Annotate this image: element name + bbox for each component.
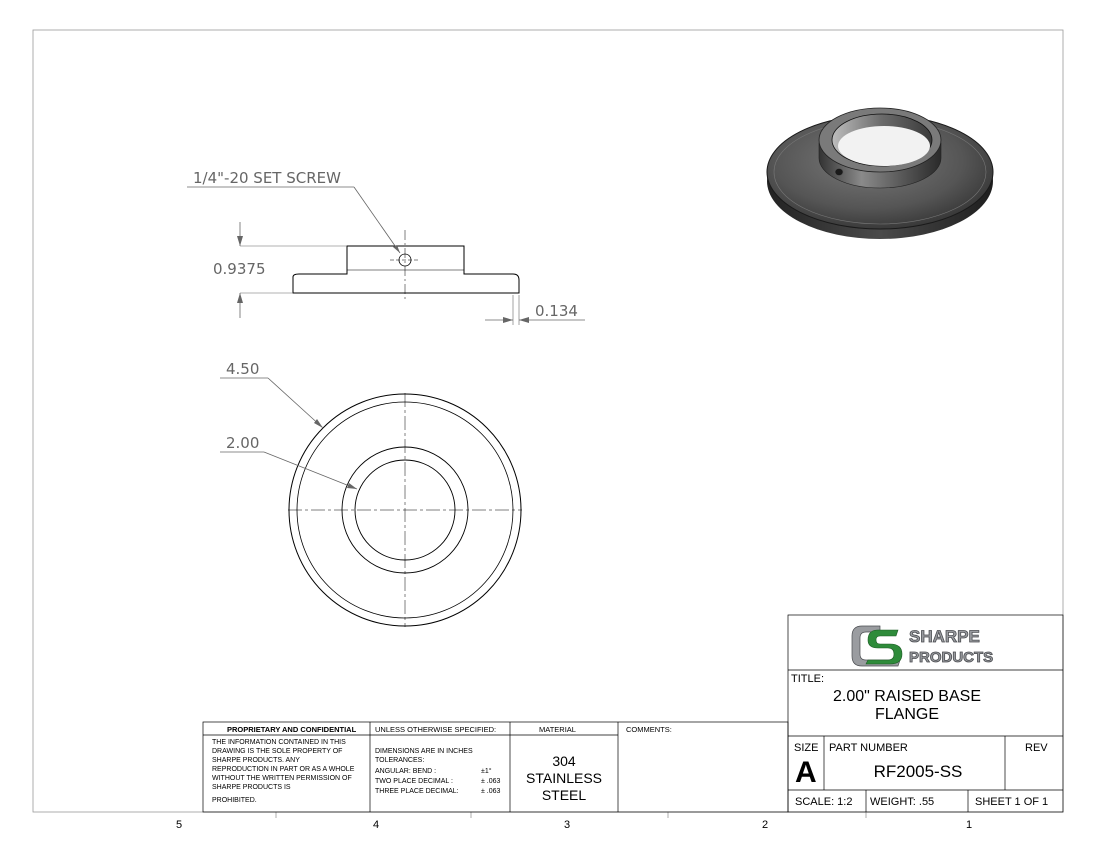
size-label: SIZE — [794, 742, 819, 754]
unless-specified-heading: UNLESS OTHERWISE SPECIFIED: — [375, 725, 497, 734]
zone-label: 4 — [373, 819, 380, 831]
material-line: STAINLESS — [526, 770, 602, 786]
logo-text-sharpe: SHARPE — [909, 627, 980, 646]
title-label: TITLE: — [791, 673, 825, 685]
tolerance-label: TWO PLACE DECIMAL : — [375, 778, 453, 785]
thickness-arrow-right — [519, 317, 529, 323]
material-value — [526, 753, 602, 803]
proprietary-notice — [212, 739, 355, 804]
proprietary-line: REPRODUCTION IN PART OR AS A WHOLE — [212, 766, 355, 773]
thickness-dimension: 0.134 — [535, 302, 578, 320]
zone-label: 1 — [966, 819, 973, 831]
inner-diameter-dimension: 2.00 — [226, 434, 260, 452]
material-heading: MATERIAL — [539, 725, 576, 734]
scale-value: SCALE: 1:2 — [795, 796, 853, 808]
zone-ticks — [276, 812, 866, 818]
zone-label: 2 — [762, 819, 769, 831]
drawing-title-line: 2.00" RAISED BASE — [833, 688, 981, 705]
sharpe-products-logo — [852, 626, 993, 666]
thickness-arrow-left — [503, 317, 513, 323]
size-value: A — [795, 756, 817, 789]
side-profile-outline — [293, 246, 519, 293]
height-arrow-top — [237, 236, 243, 246]
tolerance-label: THREE PLACE DECIMAL: — [375, 788, 459, 795]
weight-value: WEIGHT: .55 — [870, 796, 935, 808]
zone-labels — [176, 819, 972, 831]
bore-opening — [838, 126, 930, 166]
proprietary-line: WITHOUT THE WRITTEN PERMISSION OF — [212, 775, 352, 782]
rev-label: REV — [1025, 742, 1048, 754]
tolerance-value: ± .063 — [481, 788, 501, 795]
proprietary-heading: PROPRIETARY AND CONFIDENTIAL — [227, 725, 357, 734]
outer-diameter-dimension: 4.50 — [226, 360, 260, 378]
drawing-title-line: FLANGE — [874, 706, 940, 723]
comments-heading: COMMENTS: — [626, 725, 672, 734]
od-leader-arrow — [314, 419, 323, 428]
proprietary-line: SHARPE PRODUCTS. ANY — [212, 757, 300, 764]
zone-label: 5 — [176, 819, 183, 831]
proprietary-line: SHARPE PRODUCTS IS — [212, 784, 291, 791]
tolerance-value: ± .063 — [481, 778, 501, 785]
proprietary-line: PROHIBITED. — [212, 797, 257, 804]
set-screw-leader-line — [354, 187, 400, 253]
iso-set-screw-hole — [835, 169, 843, 176]
id-leader-arrow — [347, 483, 357, 489]
tolerance-line: TOLERANCES: — [375, 757, 425, 764]
tolerance-line: DIMENSIONS ARE IN INCHES — [375, 748, 473, 755]
material-line: 304 — [552, 753, 576, 769]
height-arrow-bottom — [237, 293, 243, 303]
set-screw-callout: 1/4"-20 SET SCREW — [193, 169, 341, 187]
od-leader-line — [268, 378, 323, 428]
logo-s-shape — [866, 630, 902, 664]
top-view — [220, 360, 522, 627]
material-line: STEEL — [541, 787, 587, 803]
height-dimension: 0.9375 — [213, 260, 266, 278]
tolerance-label: ANGULAR: BEND : — [375, 768, 437, 775]
side-view — [187, 169, 585, 325]
tolerance-value: ±1° — [481, 768, 492, 775]
proprietary-line: DRAWING IS THE SOLE PROPERTY OF — [212, 748, 343, 755]
sheet-number: SHEET 1 OF 1 — [975, 796, 1049, 808]
isometric-render — [767, 108, 993, 239]
logo-text-products: PRODUCTS — [909, 649, 994, 666]
tolerances — [375, 748, 501, 795]
part-number-label: PART NUMBER — [829, 742, 908, 754]
zone-label: 3 — [564, 819, 571, 831]
proprietary-line: THE INFORMATION CONTAINED IN THIS — [212, 739, 346, 746]
part-number: RF2005-SS — [873, 762, 963, 781]
